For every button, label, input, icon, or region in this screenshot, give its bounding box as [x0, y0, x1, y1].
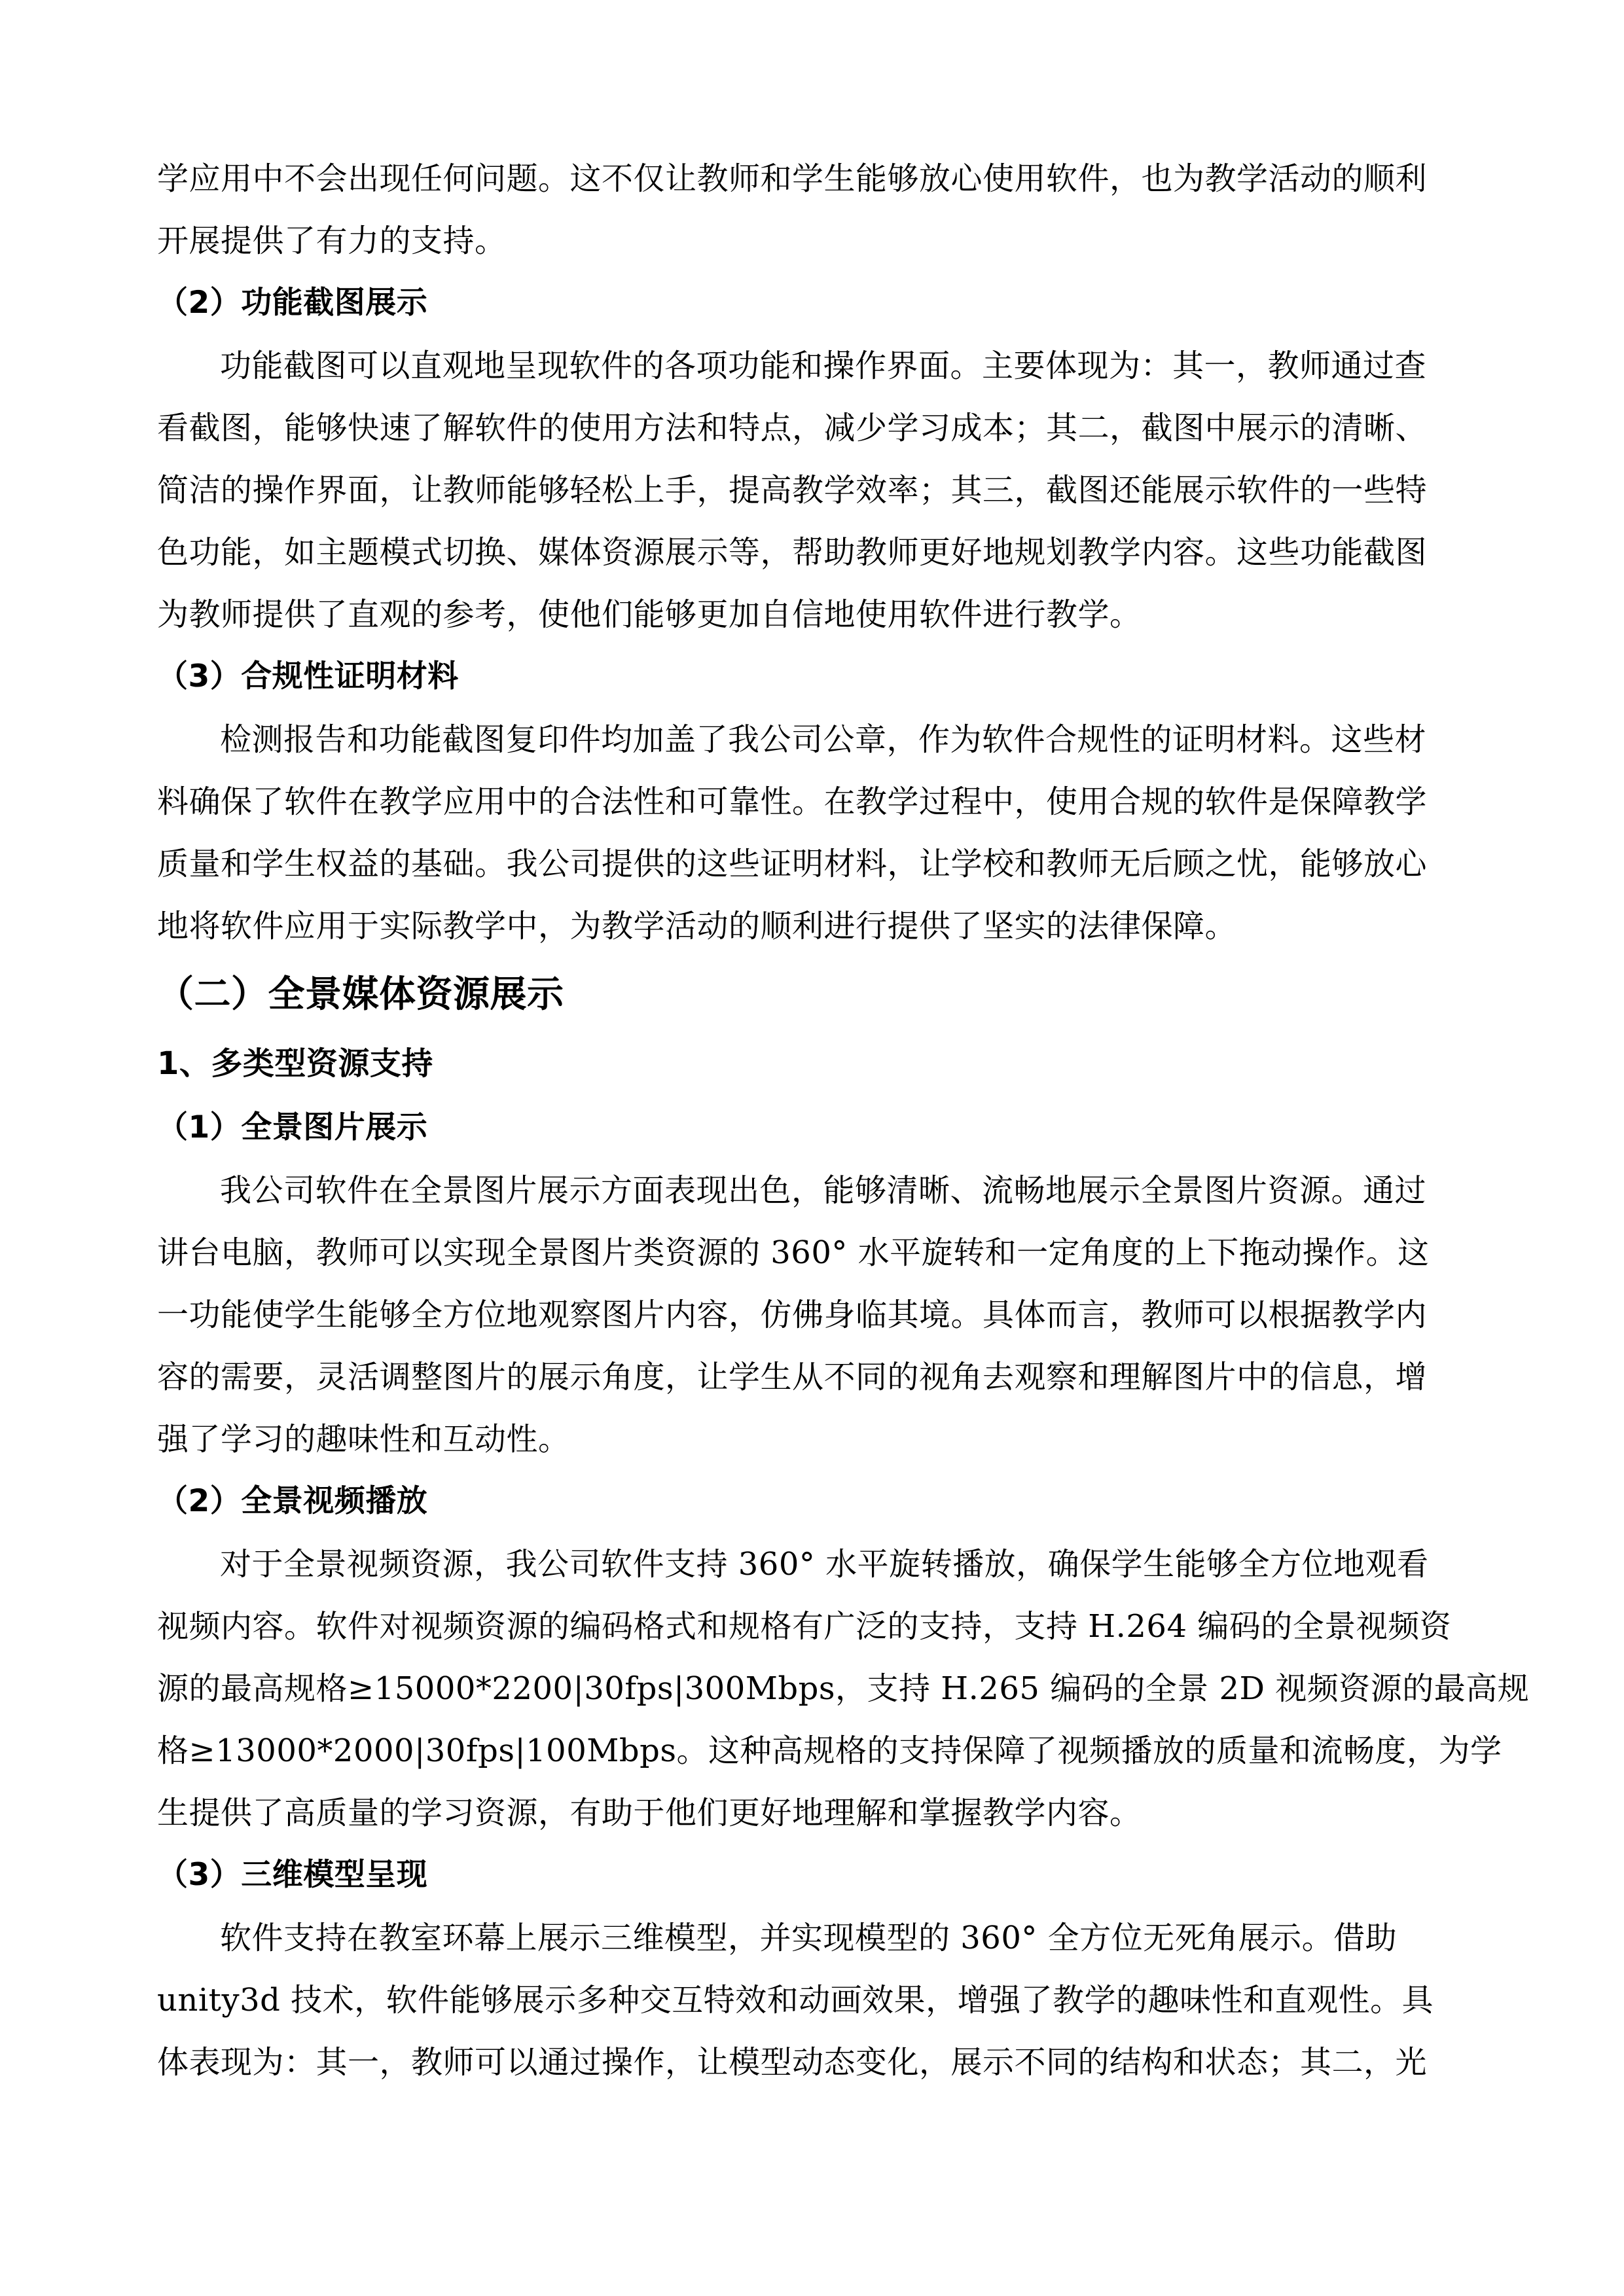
- paragraph-line: 格≥13000*2000|30fps|100Mbps。这种高规格的支持保障了视频播放的质量和流畅度，为学: [157, 1732, 1502, 1769]
- paragraph-line: 对于全景视频资源，我公司软件支持 360° 水平旋转播放，确保学生能够全方位地观看: [220, 1546, 1429, 1583]
- paragraph-line: 一功能使学生能够全方位地观察图片内容，仿佛身临其境。具体而言，教师可以根据教学内: [157, 1297, 1428, 1333]
- paragraph-line: 料确保了软件在教学应用中的合法性和可靠性。在教学过程中，使用合规的软件是保障教学: [157, 783, 1428, 820]
- paragraph-line: 学应用中不会出现任何问题。这不仅让教师和学生能够放心使用软件，也为教学活动的顺利: [157, 160, 1428, 197]
- paragraph-line: 源的最高规格≥15000*2200|30fps|300Mbps，支持 H.265 编码的全景 2D 视频资源的最高规: [157, 1670, 1530, 1707]
- paragraph-line: 功能截图可以直观地呈现软件的各项功能和操作界面。主要体现为：其一，教师通过查: [220, 348, 1427, 384]
- subheading-panoramic-picture: （1）全景图片展示: [157, 1109, 428, 1145]
- subheading-compliance-materials: （3）合规性证明材料: [157, 658, 459, 694]
- paragraph-line: 开展提供了有力的支持。: [157, 223, 507, 259]
- paragraph-line: 检测报告和功能截图复印件均加盖了我公司公章，作为软件合规性的证明材料。这些材: [220, 721, 1427, 758]
- paragraph-line: unity3d 技术，软件能够展示多种交互特效和动画效果，增强了教学的趣味性和直观性。具: [157, 1982, 1434, 2018]
- paragraph-line: 体表现为：其一，教师可以通过操作，让模型动态变化，展示不同的结构和状态；其二，光: [157, 2044, 1428, 2081]
- paragraph-line: 生提供了高质量的学习资源，有助于他们更好地理解和掌握教学内容。: [157, 1795, 1142, 1831]
- subheading-panoramic-video: （2）全景视频播放: [157, 1483, 428, 1519]
- paragraph-line: 我公司软件在全景图片展示方面表现出色，能够清晰、流畅地展示全景图片资源。通过: [220, 1172, 1427, 1209]
- subheading-3d-model: （3）三维模型呈现: [157, 1857, 428, 1893]
- subheading-function-screenshots: （2）功能截图展示: [157, 285, 428, 321]
- section-title-panoramic-media: （二）全景媒体资源展示: [157, 973, 564, 1016]
- paragraph-line: 讲台电脑，教师可以实现全景图片类资源的 360° 水平旋转和一定角度的上下拖动操作。这: [157, 1234, 1430, 1271]
- paragraph-line: 视频内容。软件对视频资源的编码格式和规格有广泛的支持，支持 H.264 编码的全景视频资: [157, 1608, 1452, 1645]
- paragraph-line: 简洁的操作界面，让教师能够轻松上手，提高教学效率；其三，截图还能展示软件的一些特: [157, 472, 1428, 509]
- paragraph-line: 色功能，如主题模式切换、媒体资源展示等，帮助教师更好地规划教学内容。这些功能截图: [157, 534, 1428, 571]
- subsection-title-multi-resource: 1、多类型资源支持: [157, 1045, 433, 1082]
- paragraph-line: 看截图，能够快速了解软件的使用方法和特点，减少学习成本；其二，截图中展示的清晰、: [157, 410, 1428, 446]
- paragraph-line: 软件支持在教室环幕上展示三维模型，并实现模型的 360° 全方位无死角展示。借助: [220, 1920, 1398, 1956]
- paragraph-line: 容的需要，灵活调整图片的展示角度，让学生从不同的视角去观察和理解图片中的信息，增: [157, 1359, 1428, 1395]
- paragraph-line: 为教师提供了直观的参考，使他们能够更加自信地使用软件进行教学。: [157, 596, 1142, 633]
- paragraph-line: 强了学习的趣味性和互动性。: [157, 1421, 570, 1458]
- paragraph-line: 地将软件应用于实际教学中，为教学活动的顺利进行提供了坚实的法律保障。: [157, 908, 1237, 944]
- paragraph-line: 质量和学生权益的基础。我公司提供的这些证明材料，让学校和教师无后顾之忧，能够放心: [157, 846, 1428, 882]
